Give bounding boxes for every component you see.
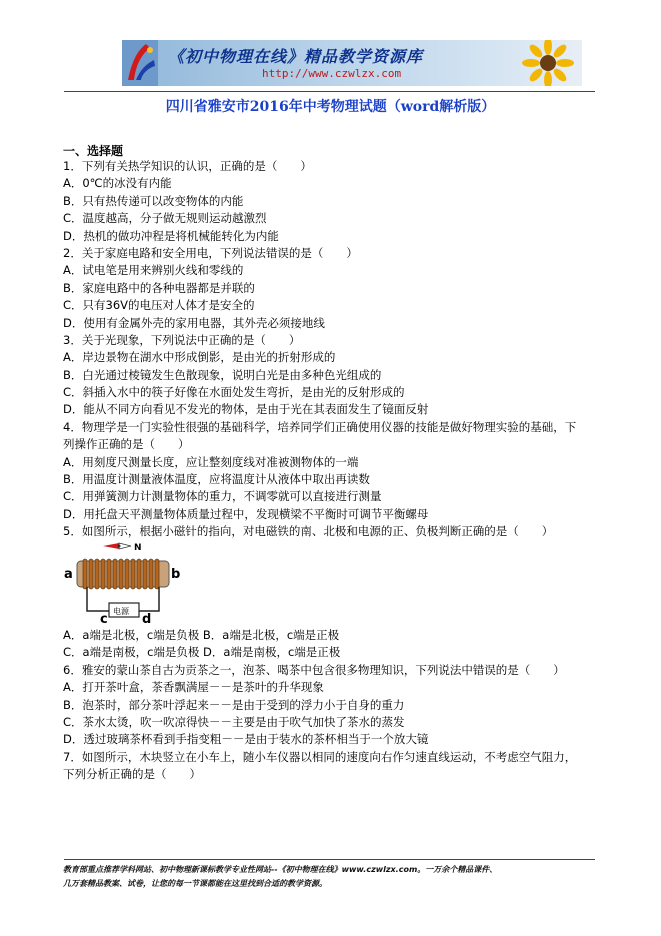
text-line: D．透过玻璃茶杯看到手指变粗－－是由于装水的茶杯相当于一个放大镜 (63, 732, 429, 747)
question-lines-2 (63, 627, 603, 784)
text-line: A．0℃的冰没有内能 (63, 176, 172, 191)
text-line: D．用托盘天平测量物体质量过程中，发现横梁不平衡时可调节平衡螺母 (63, 506, 429, 521)
text-line: A．试电笔是用来辨别火线和零线的 (63, 263, 244, 278)
text-line: C．斜插入水中的筷子好像在水面处发生弯折，是由光的反射形成的 (63, 385, 405, 400)
banner-title: 《初中物理在线》精品教学资源库 (168, 47, 424, 66)
text-line: 6．雅安的蒙山茶自古为贡茶之一，泡茶、喝茶中包含很多物理知识，下列说法中错误的是（ ） (63, 662, 565, 677)
needle-north-label: N (134, 543, 142, 553)
text-line: D．热机的做功冲程是将机械能转化为内能 (63, 228, 279, 243)
text-line: 2．关于家庭电路和安全用电，下列说法错误的是（ ） (63, 245, 358, 260)
coil-turn (101, 559, 105, 589)
wire-left (87, 587, 109, 611)
text-line: A．a端是北极，c端是负极 B．a端是北极，c端是正极 (63, 628, 340, 642)
footer-rule (64, 859, 595, 860)
compass-needle-icon (103, 543, 131, 549)
banner-url: http://www.czwlzx.com (262, 67, 402, 80)
text-line: A．用刻度尺测量长度，应让整刻度线对准被测物体的一端 (63, 454, 359, 469)
terminal-c-label: c (100, 612, 108, 625)
text-line: B．家庭电路中的各种电器都是并联的 (63, 280, 255, 295)
text-line: C．只有36V的电压对人体才是安全的 (63, 298, 255, 313)
question-lines-1 (63, 158, 603, 541)
text-line: B．泡茶时，部分茶叶浮起来－－是由于受到的浮力小于自身的重力 (63, 697, 405, 712)
header-banner (122, 40, 582, 86)
text-line: C．a端是南极，c端是负极 D．a端是南极，c端是正极 (63, 645, 341, 660)
coil-turn (137, 559, 141, 589)
site-logo-icon (122, 40, 158, 86)
coil-turn (113, 559, 117, 589)
section-heading: 一、选择题 (63, 144, 124, 158)
footer-line-2: 几万套精品教案、试卷，让您的每一节课都能在这里找到合适的教学资源。 (63, 879, 327, 888)
document-title: 四川省雅安市2016年中考物理试题（word解析版） (165, 99, 496, 115)
footer-line-1: 教育部重点推荐学科网站、初中物理新课标教学专业性网站--《初中物理在线》www.czwlzx.com。一万余个精品课件、 (63, 865, 498, 874)
coil-turn (119, 559, 123, 589)
coil-turn (83, 559, 87, 589)
text-line: C．温度越高，分子做无规则运动越激烈 (63, 211, 267, 226)
header-rule (64, 91, 595, 92)
coil-turn (155, 559, 159, 589)
text-line: C．茶水太烫，吹一吹凉得快－－主要是由于吹气加快了茶水的蒸发 (63, 714, 405, 729)
wire-right (139, 587, 159, 611)
end-a-label: a (64, 567, 73, 582)
coil-turn (131, 559, 135, 589)
text-line: B．用温度计测量液体温度，应将温度计从液体中取出再读数 (63, 472, 370, 487)
text-line: 1．下列有关热学知识的认识，正确的是（ ） (63, 159, 312, 173)
end-b-label: b (171, 567, 181, 582)
text-line: A．岸边景物在湖水中形成倒影，是由光的折射形成的 (63, 350, 336, 365)
text-line: B．白光通过棱镜发生色散现象，说明白光是由多种色光组成的 (63, 367, 382, 382)
coil-turn (95, 559, 99, 589)
terminal-d-label: d (142, 612, 152, 625)
text-line: D．使用有金属外壳的家用电器，其外壳必须接地线 (63, 315, 325, 330)
text-line: 3．关于光现象，下列说法中正确的是（ ） (63, 332, 301, 347)
text-line: 4．物理学是一门实验性很强的基础科学，培养同学们正确使用仪器的技能是做好物理实验的基础，下 (63, 419, 577, 434)
text-line: 5．如图所示，根据小磁针的指向，对电磁铁的南、北极和电源的正、负极判断正确的是（ ） (63, 524, 554, 539)
text-line: 列操作正确的是（ ） (63, 437, 190, 452)
power-supply-label: 电源 (113, 607, 129, 616)
text-line: A．打开茶叶盒，茶香飘满屋－－是茶叶的升华现象 (63, 680, 324, 695)
coil-turn (89, 559, 93, 589)
text-line: C．用弹簧测力计测量物体的重力，不调零就可以直接进行测量 (63, 489, 382, 504)
footer (63, 863, 603, 891)
coil-turn (149, 559, 153, 589)
coil-turn (107, 559, 111, 589)
coil-turn (143, 559, 147, 589)
text-line: B．只有热传递可以改变物体的内能 (63, 193, 244, 208)
text-line: 7．如图所示，木块竖立在小车上，随小车仪器以相同的速度向右作匀速直线运动，不考虑空气阻力， (63, 749, 577, 764)
sunflower-icon (516, 40, 576, 86)
coil-turn (125, 559, 129, 589)
electromagnet-figure (63, 541, 183, 625)
text-line: D．能从不同方向看见不发光的物体，是由于光在其表面发生了镜面反射 (63, 402, 429, 417)
text-line: 下列分析正确的是（ ） (63, 767, 201, 782)
